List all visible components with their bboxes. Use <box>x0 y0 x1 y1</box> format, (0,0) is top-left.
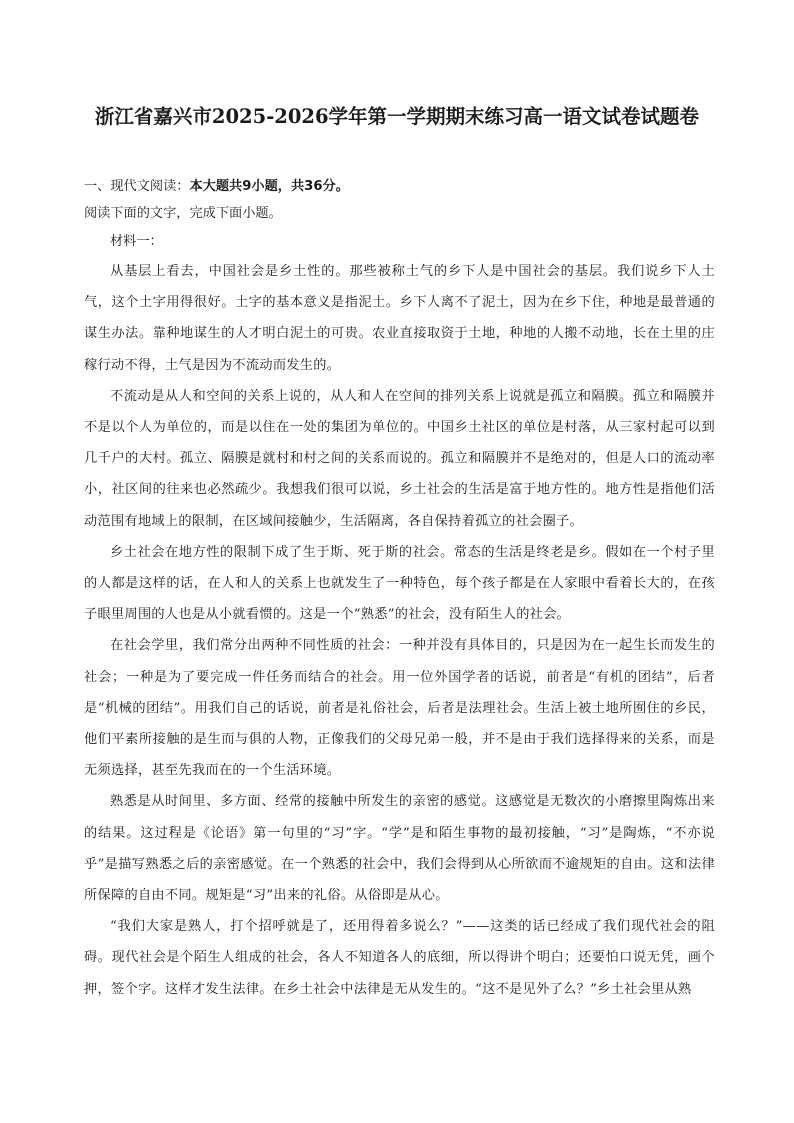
paragraph: 熟悉是从时间里、多方面、经常的接触中所发生的亲密的感觉。这感觉是无数次的小磨擦里陶炼出来的结果。这过程是《论语》第一句里的“习”字。“学”是和陌生事物的最初接触，“习”是陶炼，“不亦说乎”是描写熟悉之后的亲密感觉。在一个熟悉的社会中，我们会得到从心所欲而不逾规矩的自由。这和法律所保障的自由不同。规矩是“习”出来的礼俗。从俗即是从心。 <box>84 794 715 904</box>
material-label: 材料一： <box>110 234 163 249</box>
section-detail: 本大题共9小题，共36分。 <box>189 179 349 194</box>
paragraph: 不流动是从人和空间的关系上说的，从人和人在空间的排列关系上说就是孤立和隔膜。孤立和隔膜并不是以个人为单位的，而是以住在一处的集团为单位的。中国乡土社区的单位是村落，从三家村起可以到几千户的大村。孤立、隔膜是就村和村之间的关系而说的。孤立和隔膜并不是绝对的，但是人口的流动率小，社区间的往来也必然疏少。我想我们很可以说，乡土社会的生活是富于地方性的。地方性是指他们活动范围有地域上的限制，在区域间接触少，生活隔离，各自保持着孤立的社会圈子。 <box>84 388 715 529</box>
section-prefix: 一、现代文阅读： <box>84 179 190 194</box>
document-title: 浙江省嘉兴市2025-2026学年第一学期期末练习高一语文试卷试题卷 <box>94 105 700 128</box>
paragraph: “我们大家是熟人，打个招呼就是了，还用得着多说么？”——这类的话已经成了我们现代社会的阻碍。现代社会是个陌生人组成的社会，各人不知道各人的底细，所以得讲个明白；还要怕口说无凭，画个押，签个字。这样才发生法律。在乡土社会中法律是无从发生的。“这不是见外了么？”乡土社会里从熟 <box>84 919 715 997</box>
paragraph: 乡土社会在地方性的限制下成了生于斯、死于斯的社会。常态的生活是终老是乡。假如在一个村子里的人都是这样的话，在人和人的关系上也就发生了一种特色，每个孩子都是在人家眼中看着长大的，在孩子眼里周围的人也是从小就看惯的。这是一个“熟悉”的社会，没有陌生人的社会。 <box>84 544 715 623</box>
section-heading <box>84 174 715 200</box>
document-body <box>84 174 715 1005</box>
reading-instruction: 阅读下面的文字，完成下面小题。 <box>84 206 282 221</box>
paragraph: 在社会学里，我们常分出两种不同性质的社会：一种并没有具体目的，只是因为在一起生长而发生的社会；一种是为了要完成一件任务而结合的社会。用一位外国学者的话说，前者是“有机的团结”，后者是“机械的团结”。用我们自己的话说，前者是礼俗社会，后者是法理社会。生活上被土地所囿住的乡民，他们平素所接触的是生而与俱的人物，正像我们的父母兄弟一般，并不是由于我们选择得来的关系，而是无须选择，甚至先我而在的一个生活环境。 <box>84 638 715 779</box>
paragraph: 从基层上看去，中国社会是乡土性的。那些被称土气的乡下人是中国社会的基层。我们说乡下人土气，这个土字用得很好。土字的基本意义是指泥土。乡下人离不了泥土，因为在乡下住，种地是最普通的谋生办法。靠种地谋生的人才明白泥土的可贵。农业直接取资于土地，种地的人搬不动地，长在土里的庄稼行动不得，土气是因为不流动而发生的。 <box>84 264 715 373</box>
